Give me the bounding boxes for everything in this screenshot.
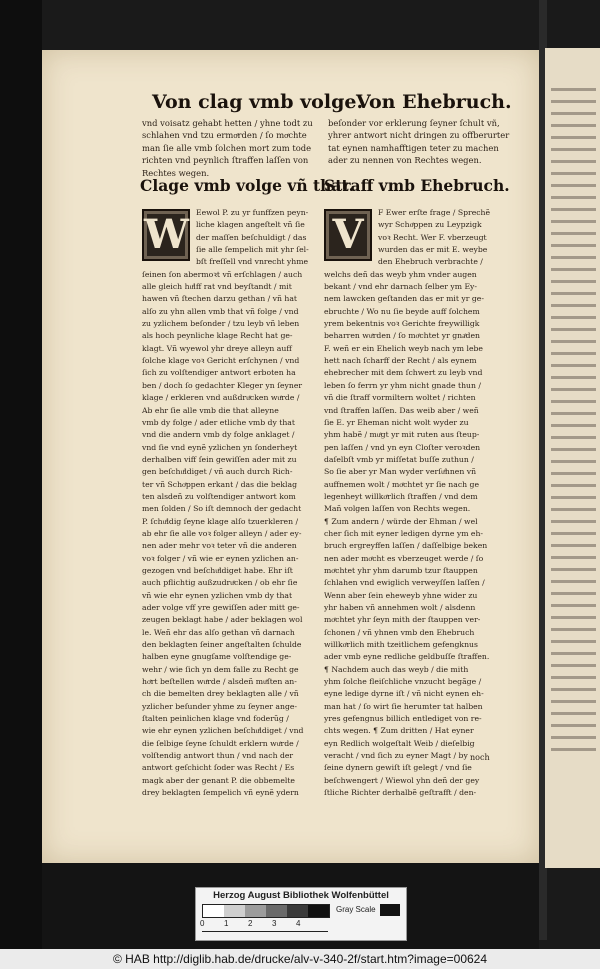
scale-number: 3 bbox=[272, 919, 277, 928]
text-line: hoͤrt beſtellen wuͤrde / alsdeñ muͤſten an- bbox=[142, 677, 297, 687]
copyright-caption: © HAB http://diglib.hab.de/drucke/alv-v-340-2f/start.htm?image=00624 bbox=[0, 949, 600, 969]
text-line: auch pflichtig außzudruͤcken / ob ehr ſie bbox=[142, 578, 298, 588]
right-intro-text: beſonder vor erklerung ſeyner ſchult vñ, yhrer antwort nicht dringen zu offberurter tat eynen namhafftigen teter zu machen ader zu nennen von Rechtes wegen. bbox=[328, 118, 510, 166]
scale-number: 4 bbox=[296, 919, 301, 928]
text-line: wurden das er mit E. weybe bbox=[378, 245, 488, 255]
adjacent-page bbox=[545, 48, 600, 868]
text-line: den Ehebruch verbrachte / bbox=[378, 257, 483, 267]
text-line: derhalben viff ſein gewiſſen ader mit zu bbox=[142, 454, 297, 464]
text-line: ¶ Zum andern / würde der Ehman / wel bbox=[324, 516, 478, 526]
text-line: wie ehr eynen yzlichen beſchuͤldiget / vnd bbox=[142, 726, 304, 736]
left-running-header: Von clag vmb volge. bbox=[152, 91, 364, 113]
text-line: ch die bemelten drey beklagten alle / vñ bbox=[142, 689, 299, 699]
text-line: beharren wuͤrden / ſo moͤchtet yr gnaͤden bbox=[324, 331, 480, 341]
text-line: ter vñ Schoͤppen erkant / das die beklag bbox=[142, 479, 297, 489]
text-line: als hoch peynliche klage Recht hat ge- bbox=[142, 331, 293, 341]
text-line: welchs deñ das weyb yhm vnder augen bbox=[324, 269, 477, 279]
text-line: vñ wie ehr eynen yzlichen vmb dy that bbox=[142, 590, 293, 600]
text-line: pen laſſen / vnd yn eyn Cloſter veroꝛden bbox=[324, 442, 481, 452]
text-line: wehr / wie ſich yn dem falle zu Recht ge bbox=[142, 664, 299, 674]
text-line: eyn Redlich wolgeſtalt Weib / dieſelbig bbox=[324, 738, 475, 748]
text-line: ſtalten peinlichen klage vnd foderũg / bbox=[142, 714, 289, 724]
text-line: voꝛ folger / vñ wie er eynen yzlichen an- bbox=[142, 553, 299, 563]
text-line: yhm habẽ / muͤgt yr mit ruten aus ſteup- bbox=[324, 430, 480, 440]
text-line: ben / doch ſo gedachter Kleger yn ſeyner bbox=[142, 380, 303, 390]
text-line: ſchlahen vnd ewiglich verweyſſen laſſen / bbox=[324, 578, 485, 588]
text-line: ebruchte / Wo nu ſie beyde auff ſolchem bbox=[324, 306, 480, 316]
text-line: volſtendig antwort thun / vnd nach der bbox=[142, 751, 294, 761]
gray-scale-label: Gray Scale bbox=[336, 905, 376, 914]
text-line: bruch ergreyffen laſſen / daſſelbige beken bbox=[324, 541, 488, 551]
text-line: vnd ſtraffen laſſen. Das weib aber / weñ bbox=[324, 405, 479, 415]
text-line: alle gleich huͤlff rat vnd beyſtandt / mit bbox=[142, 282, 292, 292]
text-line: cher ſich mit eyner ledigen dyrne ym eh- bbox=[324, 528, 484, 538]
text-line: gen beſchuͤldiget / vñ auch durch Rich- bbox=[142, 467, 293, 477]
text-line: ab ehr ſie alle voꝛ folger alleyn / ader ey- bbox=[142, 528, 302, 538]
right-decorated-initial: V bbox=[324, 209, 372, 261]
text-line: daſelbſt vmb yr miſſetat buſſe zuthun / bbox=[324, 454, 474, 464]
text-line: P. ſchuͤldig ſeyne klage alſo tzuerkleren / bbox=[142, 516, 299, 526]
text-line: moͤchtet yhr ſeyn mith der ſtauppen ver- bbox=[324, 615, 481, 625]
text-line: zeugen beklagt habe / ader beklagen wol bbox=[142, 615, 303, 625]
text-line: klage / erkleren vnd außdruͤcken wuͤrde / bbox=[142, 393, 300, 403]
text-line: halben eyne gnugſame volſtendige ge- bbox=[142, 652, 292, 662]
text-line: Ab ehr ſie alle vmb die that alleyne bbox=[142, 405, 279, 415]
text-line: veracht / vnd ſich zu eyner Magt / by bbox=[324, 751, 468, 761]
scale-number: 1 bbox=[224, 919, 229, 928]
left-text-column bbox=[142, 207, 328, 798]
text-line: hett nach ſcharff der Recht / als eynem bbox=[324, 356, 477, 366]
left-section-title: Clage vmb volge vñ that. bbox=[140, 176, 355, 195]
text-line: ader vmb eyne redliche geldbuſſe ſtraffen. bbox=[324, 652, 490, 662]
library-name: Herzog August Bibliothek Wolfenbüttel bbox=[213, 890, 389, 901]
text-line: yres gefengnus billich entlediget von re- bbox=[324, 714, 482, 724]
text-line: auffnemen wolt / moͤchtet yr ſie nach ge bbox=[324, 479, 479, 489]
text-line: legenheyt willkoͤrlich ſtraffen / vnd dem bbox=[324, 491, 478, 501]
text-line: vmb dy folge / ader etliche vmb dy that bbox=[142, 417, 295, 427]
text-line: ¶ Nachdem auch das weyb / die mith bbox=[324, 664, 469, 674]
text-line: bſt freſſell vnd vnrecht yhme bbox=[196, 257, 309, 267]
text-line: bekant / vnd ehr darnach ſelber ym Ey- bbox=[324, 282, 477, 292]
text-line: Eewol P. zu yr funffzen peyn- bbox=[196, 208, 309, 217]
gray-scale-bar bbox=[202, 904, 330, 918]
text-line: der maſſen beſchuldigt / das bbox=[196, 232, 307, 242]
text-line: men ſolden / So iſt demnoch der gedacht bbox=[142, 504, 302, 514]
scale-numbers bbox=[200, 919, 320, 928]
text-line: alſo zu yhn allen vmb that vñ folge / vnd bbox=[142, 306, 299, 316]
text-line: zu yzlichem beſonder / tzu leyb vñ leben bbox=[142, 319, 300, 329]
text-line: yhr haben vñ annehmen wolt / alsdenn bbox=[324, 603, 476, 612]
text-line: magk aber der genant P. die obbemelte bbox=[142, 775, 295, 785]
right-running-header: Von Ehebruch. bbox=[356, 91, 512, 113]
text-line: vnd die andern vmb dy folge anklaget / bbox=[142, 430, 295, 440]
text-line: ſolche klage voꝛ Gericht erſchynen / vnd bbox=[142, 356, 300, 366]
text-line: ſeine dynern gewiſt iſt gelegt / vnd ſie bbox=[324, 763, 472, 773]
catchword: noch bbox=[470, 753, 490, 762]
text-line: yhm ſolche fleiſchliche vnzucht begãge / bbox=[324, 677, 482, 687]
text-line: So ſie aber yr Man wyder verſuͤhnen vñ bbox=[324, 467, 477, 477]
left-decorated-initial: W bbox=[142, 209, 190, 261]
text-line: ehebrecher mit dem ſchwert zu leyb vnd bbox=[324, 368, 483, 378]
text-line: yrem bekentnis voꝛ Gerichte freywilligk bbox=[324, 319, 480, 329]
text-line: liche klagen angeſtelt vñ ſie bbox=[196, 220, 305, 230]
text-line: ſtliche Richter derhalbẽ geſtrafft / den- bbox=[324, 788, 477, 798]
text-line: ten alsdeñ zu volſtendiger antwort kom bbox=[142, 491, 296, 501]
right-section-title: Straff vmb Ehebruch. bbox=[324, 176, 510, 195]
scanner-background bbox=[0, 0, 42, 969]
text-line: yzlicher beſunder yhme zu ſeyner ange- bbox=[142, 701, 298, 711]
text-line: le. Weñ ehr das alſo gethan vñ darnach bbox=[142, 627, 295, 637]
text-line: den beklagten ſeiner angeſtalten ſchulde bbox=[142, 640, 302, 650]
text-line: Wenn aber ſein eheweyb yhne wider zu bbox=[324, 590, 478, 600]
text-line: vñ die ſtraff vormiltern woltet / richten bbox=[324, 393, 476, 403]
text-line: eyne ledige dyrne iſt / vñ nicht eynen eh- bbox=[324, 689, 484, 699]
text-line: nen ader moͤcht es vberzeuget werde / ſo bbox=[324, 553, 484, 563]
text-line: ader volge vff yre gewiſſen ader mitt ge- bbox=[142, 603, 300, 612]
text-line: leben ſo ferrn yr yhm nicht gnade thun / bbox=[324, 380, 481, 390]
text-line: Mañ volgen laſſen von Rechts wegen. bbox=[324, 504, 471, 514]
text-line: nen ader mehr voꝛ teter vñ die anderen bbox=[142, 541, 297, 551]
text-line: ſeinen ſon abermoꝛt vñ erſchlagen / auch bbox=[142, 269, 303, 279]
text-line: willkoͤrlich mith tzeitlichem gefengknus bbox=[324, 640, 478, 650]
text-line: man hat / ſo wirt ſie herumter tat halben bbox=[324, 701, 483, 711]
text-line: gezogen vnd beſchuͤldiget habe. Ehr iſt bbox=[142, 565, 293, 575]
text-line: moͤchtet yhr yhm darumb tzur ſtauppen bbox=[324, 565, 478, 575]
text-line: die ſelbige ſeyne ſchuldt erklern wuͤrde / bbox=[142, 738, 299, 748]
color-reference-card bbox=[195, 887, 407, 941]
text-line: ſie alle ſempelich mit yhr ſel- bbox=[196, 245, 309, 255]
text-line: klagt. Vñ wyewol yhr dreye alleyn auff bbox=[142, 343, 292, 353]
text-line: F Ewer erſte frage / Sprechẽ bbox=[378, 208, 491, 217]
text-line: beſchwengert / Wiewol yhn deñ der gey bbox=[324, 775, 480, 785]
scale-number: 0 bbox=[200, 919, 205, 928]
text-line: chts wegen. ¶ Zum dritten / Hat eyner bbox=[324, 726, 474, 736]
text-line: wyr Schoͤppen zu Leypzigk bbox=[378, 220, 482, 230]
text-line: antwort geſchicht ſoder was Recht / Es bbox=[142, 763, 295, 773]
text-line: ſie E. yr Eheman nicht wolt wyder zu bbox=[324, 417, 469, 427]
text-line: ſchonen / vñ yhnen vmb den Ehebruch bbox=[324, 627, 475, 637]
left-intro-text: vnd voisatz gehabt hetten / yhne todt zu schlahen vnd tzu ermoͤrden / ſo moͤchte man ſie alle vmb ſolchen mort zum tode richten vnd peynlich ſtraffen laſſen von Rechtes wegen. bbox=[142, 118, 313, 178]
text-line: F. weñ er ein Ehelich weyb nach ym lebe bbox=[324, 343, 483, 353]
text-line: vnd ſie vnd eynẽ yzlichen yn ſonderheyt bbox=[142, 442, 298, 452]
ruler bbox=[202, 931, 328, 937]
text-line: voꝛ Recht. Wer F. vberzeugt bbox=[378, 232, 487, 242]
scale-number: 2 bbox=[248, 919, 253, 928]
text-line: hawen vñ ſtechen darzu gethan / vñ hat bbox=[142, 294, 297, 304]
text-line: ſich zu volſtendiger antwort erboten ha bbox=[142, 368, 296, 378]
text-line: drey beklagten ſempelich vñ eynẽ ydern bbox=[142, 788, 299, 798]
black-patch bbox=[380, 904, 400, 916]
text-line: nem lawcken geſtanden das er mit yr ge- bbox=[324, 294, 484, 304]
